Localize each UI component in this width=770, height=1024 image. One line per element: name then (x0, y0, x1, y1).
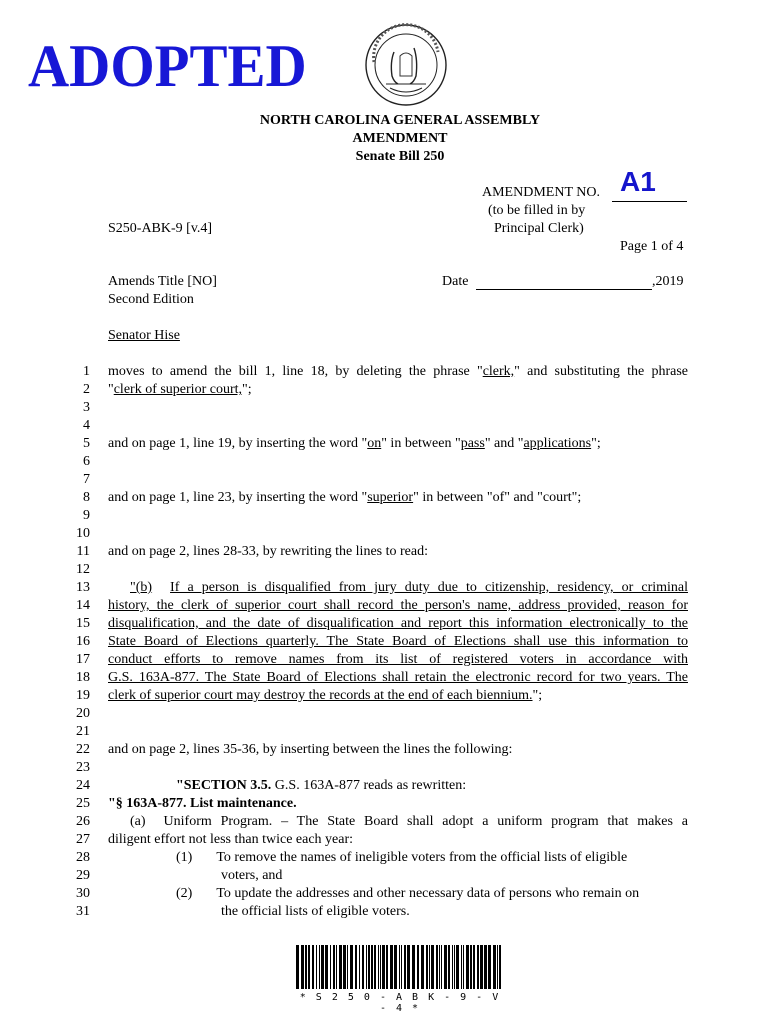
amendment-heading: AMENDMENT (352, 131, 448, 146)
barcode-icon (296, 945, 504, 993)
body-line-29: voters, and (221, 868, 283, 883)
body-line-28: (1) To remove the names of ineligible voters from the official lists of eligible (176, 850, 628, 865)
line-number: 1 (83, 364, 90, 379)
line-number: 6 (83, 454, 90, 469)
line-number: 23 (76, 760, 90, 775)
page-number: Page 1 of 4 (620, 239, 684, 254)
line-number: 28 (76, 850, 90, 865)
line-number: 14 (76, 598, 90, 613)
adopted-stamp: ADOPTED (28, 33, 307, 99)
line-number: 26 (76, 814, 90, 829)
body-line-31: the official lists of eligible voters. (221, 904, 410, 919)
body-line-25: "§ 163A-877. List maintenance. (108, 796, 297, 811)
bill-code: S250-ABK-9 [v.4] (108, 221, 213, 236)
line-number: 17 (76, 652, 90, 667)
body-line-27: diligent effort not less than twice each year: (108, 832, 354, 847)
barcode-text: * S 2 5 0 - A B K - 9 - V - 4 * (299, 992, 501, 1014)
line-number: 5 (83, 436, 90, 451)
assembly-heading: NORTH CAROLINA GENERAL ASSEMBLY (259, 113, 541, 128)
line-number: 19 (76, 688, 90, 703)
body-line-14: history, the clerk of superior court shall record the person's name, address provided, reason for (108, 598, 688, 613)
line-number: 29 (76, 868, 90, 883)
body-line-11: and on page 2, lines 28-33, by rewriting the lines to read: (108, 544, 428, 559)
body-line-24: "SECTION 3.5. G.S. 163A-877 reads as rewritten: (176, 778, 467, 793)
line-number: 15 (76, 616, 90, 631)
body-line-26: (a) Uniform Program. – The State Board shall adopt a uniform program that makes a (130, 814, 688, 829)
line-number: 22 (76, 742, 90, 757)
line-number: 31 (76, 904, 90, 919)
line-number: 3 (83, 400, 90, 415)
line-number: 20 (76, 706, 90, 721)
body-line-8: and on page 1, line 23, by inserting the word "superior" in between "of" and "court"; (108, 490, 582, 505)
line-number: 16 (76, 634, 90, 649)
line-number: 12 (76, 562, 90, 577)
body-line-1: moves to amend the bill 1, line 18, by deleting the phrase "clerk," and substituting the phrase (108, 364, 688, 379)
line-number: 8 (83, 490, 90, 505)
body-line-16: State Board of Elections quarterly. The State Board of Elections shall use this information to (108, 634, 688, 649)
north-carolina-seal-icon (360, 22, 452, 108)
body-line-13: "(b) If a person is disqualified from jury duty due to citizenship, residency, or criminal (130, 580, 688, 595)
amendment-no-value: A1 (620, 166, 656, 197)
body-line-2: "clerk of superior court,"; (108, 382, 252, 397)
line-number: 13 (76, 580, 90, 595)
line-number: 30 (76, 886, 90, 901)
body-line-19: clerk of superior court may destroy the records at the end of each biennium."; (108, 688, 543, 703)
line-number: 21 (76, 724, 90, 739)
date-blank (476, 273, 652, 290)
line-number: 10 (76, 526, 90, 541)
line-number: 11 (76, 544, 90, 559)
amends-title: Amends Title [NO] (108, 274, 217, 289)
edition-label: Second Edition (108, 292, 194, 307)
filled-note-1: (to be filled in by (488, 203, 586, 218)
line-number: 4 (83, 418, 90, 433)
line-number: 24 (76, 778, 90, 793)
body-line-17: conduct efforts to remove names from its list of registered voters in accordance with (108, 652, 688, 667)
bill-heading: Senate Bill 250 (355, 149, 445, 164)
line-number: 2 (83, 382, 90, 397)
body-line-30: (2) To update the addresses and other necessary data of persons who remain on (176, 886, 640, 901)
line-number: 25 (76, 796, 90, 811)
date-label: Date (442, 274, 469, 289)
body-line-5: and on page 1, line 19, by inserting the word "on" in between "pass" and "applications"; (108, 436, 601, 451)
amendment-no-label: AMENDMENT NO. (482, 185, 600, 200)
date-year: ,2019 (652, 274, 684, 289)
line-number: 27 (76, 832, 90, 847)
line-number: 7 (83, 472, 90, 487)
line-number: 18 (76, 670, 90, 685)
senator-name: Senator Hise (108, 328, 180, 343)
line-number: 9 (83, 508, 90, 523)
body-line-18: G.S. 163A-877. The State Board of Elections shall retain the electronic record for two years. The (108, 670, 688, 685)
body-line-22: and on page 2, lines 35-36, by inserting between the lines the following: (108, 742, 513, 757)
body-line-15: disqualification, and the date of disqualification and report this information electronically to the (108, 616, 688, 631)
filled-note-2: Principal Clerk) (494, 221, 584, 236)
